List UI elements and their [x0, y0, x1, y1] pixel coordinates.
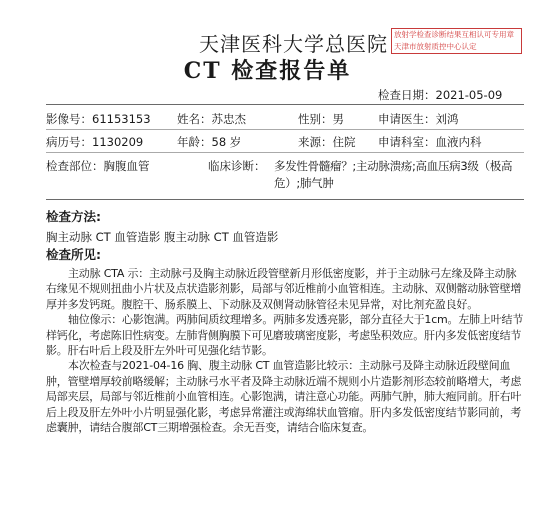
method-heading: 检查方法:: [46, 209, 101, 224]
header-divider: [46, 104, 524, 105]
requesting-department: 申请科室：血液内科: [378, 135, 482, 149]
certification-stamp: [391, 28, 522, 54]
clinical-diagnosis-label: 临床诊断：: [208, 159, 266, 173]
patient-age: 年龄：58 岁: [177, 135, 242, 149]
findings-heading: 检查所见:: [46, 247, 101, 262]
stamp-line-2: 天津市放射质控中心认定: [394, 42, 477, 51]
clinical-diagnosis: 多发性骨髓瘤？;主动脉溃疡;高血压病3级（极高危）;肺气肿: [274, 159, 513, 190]
requesting-doctor: 申请医生：刘鸿: [378, 112, 459, 126]
stamp-line-1: 放射学检查诊断结果互相认可专用章: [394, 30, 514, 39]
record-number: 病历号：1130209: [46, 135, 144, 149]
row-divider: [46, 129, 524, 130]
row-divider: [46, 152, 524, 153]
report-title: CT 检查报告单: [183, 58, 352, 84]
patient-source: 来源：住院: [298, 135, 356, 149]
patient-name: 姓名：苏忠杰: [177, 112, 246, 126]
findings-paragraph: 本次检查与2021-04-16 胸、腹主动脉 CT 血管造影比较示：主动脉弓及降主动脉近段壁间血肿，管壁增厚较前略缓解；主动脉弓水平者及降主动脉近端不规则小片造影剂形态较前略增大，考虑局部夹层，局部与邻近椎前小血管相连。心影饱满，请注意心功能。两肺气肿，肺大疱同前。肝右叶后上段及肝左外叶小片明显强化影，考虑异常灌注或海绵状血管瘤。肝内多发低密度结节影同前，考虑囊肿，请结合腹部CT三期增强检查。余无吾变，请结合临床复查。: [46, 359, 522, 435]
exam-method: 胸主动脉 CT 血管造影 腹主动脉 CT 血管造影: [46, 230, 279, 244]
image-number: 影像号：61153153: [46, 112, 151, 126]
exam-date: 检查日期：2021-05-09: [378, 88, 503, 102]
findings-body: [46, 266, 526, 435]
patient-gender: 性别：男: [298, 112, 344, 126]
hospital-name: 天津医科大学总医院: [199, 32, 388, 56]
findings-paragraph: 主动脉 CTA 示：主动脉弓及胸主动脉近段管壁新月形低密度影，并于主动脉弓左缘及降主动脉右缘见不规则扭曲小片状及点状造影剂影，局部与邻近椎前小血管相连。主动脉、双侧髂动脉管壁增厚并多发钙斑。腹腔干、肠系膜上、下动脉及双侧肾动脉管径未见异常，对比剂充盈良好。: [46, 267, 522, 311]
findings-paragraph: 轴位像示：心影饱满。两肺间质纹理增多。两肺多发透亮影，部分直径大于1cm。左肺上叶结节样钙化，考虑陈旧性病变。左肺背侧胸膜下可见磨玻璃密度影，考虑坠积效应。肝内多发低密度结节影。肝右叶后上段及肝左外叶可见强化结节影。: [46, 313, 524, 358]
section-divider: [46, 199, 524, 200]
exam-site: 检查部位：胸腹血管: [46, 159, 150, 173]
